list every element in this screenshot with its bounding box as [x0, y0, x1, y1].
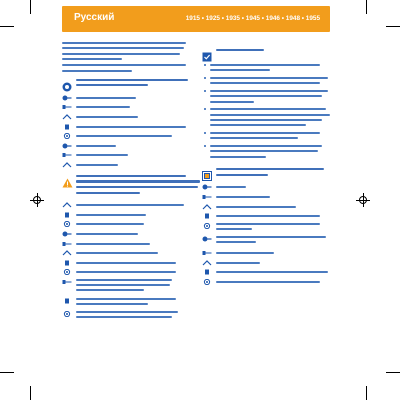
icon-row — [202, 260, 330, 266]
item-icon — [62, 279, 72, 285]
bullet-text — [210, 90, 330, 106]
text-line — [216, 215, 320, 217]
text-line — [216, 223, 320, 225]
icon-row — [202, 213, 330, 219]
item-icon — [202, 194, 212, 200]
text-line — [210, 114, 330, 116]
text-line — [76, 284, 170, 286]
bullet-text — [210, 132, 330, 143]
text-line — [76, 79, 188, 81]
warning-triangle-icon — [62, 175, 72, 185]
text-line — [210, 145, 322, 147]
crop-mark — [0, 372, 14, 373]
text-line — [76, 84, 148, 86]
text-line — [76, 175, 186, 177]
item-icon — [62, 221, 72, 227]
icon-row — [202, 236, 330, 246]
item-icon — [62, 202, 72, 208]
text-line — [62, 70, 132, 72]
text-line — [76, 252, 158, 254]
icon-row — [62, 241, 190, 247]
section-heading-text — [216, 49, 330, 55]
text-line — [76, 145, 116, 147]
icon-row — [62, 269, 190, 275]
bullet-item — [202, 108, 330, 130]
item-icon — [202, 250, 212, 256]
text-line — [210, 64, 320, 66]
text-line — [210, 108, 326, 110]
text-line — [216, 196, 270, 198]
text-line — [76, 316, 172, 318]
text-line — [216, 174, 268, 176]
item-icon — [62, 250, 72, 256]
item-icon — [202, 213, 212, 219]
text-line — [62, 53, 180, 55]
icon-row — [62, 95, 190, 101]
text-line — [210, 95, 322, 97]
icon-row — [202, 279, 330, 285]
text-line — [76, 204, 184, 206]
text-line — [76, 262, 176, 264]
icon-row — [62, 298, 190, 308]
text-line — [210, 119, 322, 121]
item-icon — [202, 184, 212, 190]
text-line — [210, 82, 320, 84]
section-heading — [202, 49, 330, 59]
item-icon — [62, 212, 72, 218]
item-icon — [62, 124, 72, 130]
text-line — [216, 281, 320, 283]
text-line — [216, 168, 324, 170]
text-line — [76, 116, 138, 118]
icon-row — [62, 104, 190, 110]
bullet-dot — [204, 64, 206, 66]
registration-mark — [30, 193, 44, 207]
icon-row — [62, 212, 190, 218]
text-line — [76, 186, 198, 188]
icon-row — [62, 152, 190, 158]
item-icon — [202, 260, 212, 266]
item-icon — [62, 143, 72, 149]
icon-row — [62, 143, 190, 149]
icon-row — [62, 250, 190, 256]
text-line — [62, 58, 122, 60]
item-text — [216, 236, 326, 246]
text-line — [76, 303, 148, 305]
bullet-text — [210, 145, 330, 161]
text-line — [76, 154, 128, 156]
language-title: Русский — [74, 12, 115, 23]
bullet-dot — [204, 90, 206, 92]
text-line — [76, 135, 172, 137]
manual-page — [62, 6, 330, 374]
icon-row — [202, 223, 330, 233]
bullet-dot — [204, 108, 206, 110]
item-icon — [62, 152, 72, 158]
bullet-text — [210, 108, 330, 130]
gear-check-icon — [62, 79, 72, 89]
text-line — [210, 150, 318, 152]
crop-mark — [30, 386, 31, 400]
text-line — [76, 233, 138, 235]
bullet-text — [210, 77, 330, 88]
icon-row — [202, 250, 330, 256]
text-line — [76, 164, 118, 166]
text-line — [216, 262, 260, 264]
item-text — [76, 298, 176, 308]
text-line — [76, 289, 144, 291]
section-heading — [62, 175, 190, 197]
text-line — [76, 223, 144, 225]
section-heading-text — [76, 79, 190, 90]
icon-row — [62, 221, 190, 227]
model-number-list: 1915 • 1925 • 1935 • 1945 • 1946 • 1948 • 1955 — [185, 15, 320, 22]
text-line — [76, 192, 140, 194]
icon-row — [202, 184, 330, 190]
right-column — [202, 42, 330, 288]
bullet-text — [210, 64, 330, 75]
text-line — [210, 90, 328, 92]
text-line — [76, 243, 150, 245]
document-check-icon — [202, 49, 212, 59]
text-line — [216, 271, 328, 273]
text-line — [76, 180, 200, 182]
text-line — [216, 236, 326, 238]
registration-mark — [356, 193, 370, 207]
icon-row — [202, 194, 330, 200]
icon-row — [62, 202, 190, 208]
item-icon — [202, 204, 212, 210]
crop-mark — [0, 26, 14, 27]
left-column — [62, 42, 190, 325]
item-icon — [62, 298, 72, 304]
item-icon — [62, 231, 72, 237]
text-line — [216, 206, 296, 208]
icon-row — [62, 133, 190, 139]
crop-mark — [366, 386, 367, 400]
crop-mark — [386, 372, 400, 373]
item-text — [76, 311, 178, 321]
text-line — [62, 64, 186, 66]
item-icon — [62, 260, 72, 266]
text-line — [76, 298, 176, 300]
text-line — [216, 228, 252, 230]
item-icon — [62, 241, 72, 247]
item-icon — [202, 269, 212, 275]
section-heading — [62, 79, 190, 90]
paragraph — [62, 42, 190, 60]
item-icon — [62, 104, 72, 110]
text-line — [210, 132, 320, 134]
text-line — [210, 156, 266, 158]
item-icon — [202, 236, 212, 242]
item-icon — [202, 279, 212, 285]
section-heading-text — [76, 175, 200, 197]
bullet-item — [202, 77, 330, 88]
text-line — [76, 214, 146, 216]
item-icon — [202, 223, 212, 229]
text-line — [76, 271, 176, 273]
section-heading — [202, 168, 330, 179]
text-line — [62, 47, 184, 49]
icon-row — [202, 204, 330, 210]
text-line — [76, 311, 178, 313]
header-bar — [62, 6, 330, 32]
section-heading-text — [216, 168, 330, 179]
text-line — [216, 241, 256, 243]
item-icon — [62, 162, 72, 168]
item-icon — [62, 311, 72, 317]
bullet-item — [202, 64, 330, 75]
text-line — [216, 186, 246, 188]
icon-row — [62, 311, 190, 321]
text-line — [76, 126, 186, 128]
icon-row — [62, 260, 190, 266]
crop-mark — [386, 26, 400, 27]
text-line — [216, 49, 264, 51]
icon-row — [62, 114, 190, 120]
bullet-dot — [204, 77, 206, 79]
bullet-item — [202, 90, 330, 106]
text-line — [210, 124, 306, 126]
text-line — [210, 137, 298, 139]
bullet-item — [202, 132, 330, 143]
text-line — [62, 42, 186, 44]
paragraph — [62, 64, 190, 71]
bullet-item — [202, 145, 330, 161]
icon-row — [62, 231, 190, 237]
text-line — [210, 77, 328, 79]
crop-mark — [30, 0, 31, 14]
item-text — [216, 223, 320, 233]
item-icon — [62, 114, 72, 120]
text-line — [216, 252, 274, 254]
item-text — [76, 279, 172, 294]
item-icon — [62, 133, 72, 139]
bullet-dot — [204, 132, 206, 134]
icon-row — [202, 269, 330, 275]
bullet-dot — [204, 145, 206, 147]
text-line — [210, 69, 270, 71]
icon-row — [62, 124, 190, 130]
icon-row — [62, 279, 190, 294]
text-line — [76, 106, 130, 108]
settings-list-icon — [202, 168, 212, 178]
item-icon — [62, 95, 72, 101]
text-line — [76, 279, 172, 281]
text-line — [210, 101, 254, 103]
crop-mark — [366, 0, 367, 14]
text-line — [76, 97, 136, 99]
item-icon — [62, 269, 72, 275]
icon-row — [62, 162, 190, 168]
